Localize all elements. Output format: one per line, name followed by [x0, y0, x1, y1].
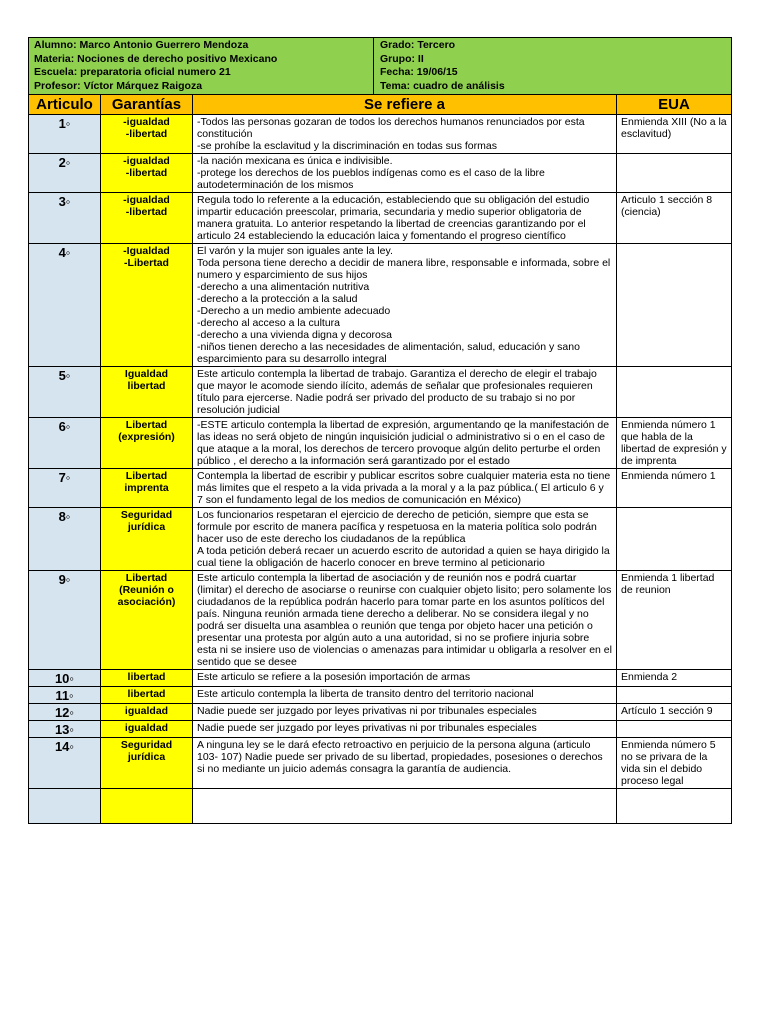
guarantee-cell	[101, 367, 193, 418]
article-number: 8◦	[29, 508, 101, 571]
description-cell	[193, 508, 617, 571]
empty-cell	[193, 789, 617, 824]
description-cell	[193, 154, 617, 193]
description-text: -derecho a una alimentación nutritiva	[197, 281, 370, 293]
article-number: 12◦	[29, 704, 101, 721]
eua-cell: Enmienda número 5 no se privara de la vida sin el debido proceso legal	[617, 738, 732, 789]
description-text: -derecho a una vivienda digna y decorosa	[197, 329, 392, 341]
analysis-table	[28, 37, 732, 824]
eua-cell: Enmienda 2	[617, 670, 732, 687]
description-text: Este articulo se refiere a la posesión importación de armas	[197, 671, 471, 683]
guarantee-cell	[101, 154, 193, 193]
eua-cell	[617, 154, 732, 193]
guarantee-cell	[101, 738, 193, 789]
guarantee-cell	[101, 721, 193, 738]
guarantee-cell	[101, 418, 193, 469]
table-row	[29, 738, 732, 789]
article-number: 5◦	[29, 367, 101, 418]
description-text: -derecho a la protección a la salud	[197, 293, 358, 305]
guarantee-text: -libertad	[125, 206, 168, 218]
grupo-label: Grupo: II	[380, 52, 424, 65]
table-row	[29, 571, 732, 670]
description-text: A ninguna ley se le dará efecto retroactivo en perjuicio de la persona alguna (articulo 103- 107) Nadie puede ser privado de su libertad, propiedades, posesiones o derechos si no mediante un juicio además consagra la garantía de audiencia.	[197, 739, 603, 775]
profesor-label: Profesor: Víctor Márquez Raigoza	[34, 79, 203, 92]
guarantee-cell	[101, 704, 193, 721]
eua-cell: Artículo 1 sección 9	[617, 704, 732, 721]
description-cell	[193, 367, 617, 418]
col-articulo: Articulo	[29, 95, 101, 115]
guarantee-cell	[101, 571, 193, 670]
description-cell	[193, 244, 617, 367]
eua-cell	[617, 367, 732, 418]
description-cell	[193, 571, 617, 670]
description-text: El varón y la mujer son iguales ante la ley.	[197, 245, 393, 257]
article-number: 14◦	[29, 738, 101, 789]
guarantee-text: -Libertad	[124, 257, 169, 269]
guarantee-text: Seguridad	[120, 509, 173, 521]
empty-row	[29, 789, 732, 824]
guarantee-cell	[101, 193, 193, 244]
guarantee-text: (Reunión o	[119, 584, 174, 596]
description-cell	[193, 418, 617, 469]
col-refiere: Se refiere a	[193, 95, 617, 115]
student-info	[29, 38, 732, 95]
table-row	[29, 721, 732, 738]
empty-cell	[101, 789, 193, 824]
guarantee-text: imprenta	[124, 482, 169, 494]
description-text: -derecho al acceso a la cultura	[197, 317, 340, 329]
description-cell	[193, 115, 617, 154]
description-text: Este articulo contempla la liberta de transito dentro del territorio nacional	[197, 688, 534, 700]
article-number: 4◦	[29, 244, 101, 367]
description-text: Los funcionarios respetaran el ejercicio de derecho de petición, siempre que esta se formule por escrito de manera pacífica y respetuosa en la materia política solo podrán hacer uso de este derecho los ciudadanos de la república	[197, 509, 597, 545]
empty-cell	[29, 789, 101, 824]
article-number: 7◦	[29, 469, 101, 508]
guarantee-cell	[101, 687, 193, 704]
guarantee-cell	[101, 244, 193, 367]
header-row	[29, 38, 732, 95]
description-text: Toda persona tiene derecho a decidir de manera libre, responsable e informada, sobre el numero y esparcimiento de sus hijos	[197, 257, 611, 281]
eua-cell: Enmienda 1 libertad de reunion	[617, 571, 732, 670]
guarantee-text: igualdad	[124, 705, 169, 717]
table-row	[29, 670, 732, 687]
description-text: -ESTE articulo contempla la libertad de expresión, argumentando qe la manifestación de las ideas no será objeto de ningún inquisición judicial o administrativo si o en el caso de que ataque a la moral, los derechos de tercero provoque algún delito perturbe el orden público , el derecho a la información será garantizado por el estado	[197, 419, 610, 467]
description-text: -Todos las personas gozaran de todos los derechos humanos renunciados por esta constitución	[197, 116, 585, 140]
empty-cell	[617, 789, 732, 824]
table-row	[29, 244, 732, 367]
guarantee-text: Libertad	[125, 470, 168, 482]
article-number: 9◦	[29, 571, 101, 670]
guarantee-text: Libertad	[125, 572, 168, 584]
table-row	[29, 687, 732, 704]
table-row	[29, 508, 732, 571]
eua-cell	[617, 508, 732, 571]
guarantee-text: Libertad	[125, 419, 168, 431]
grado-label: Grado: Tercero	[380, 39, 456, 51]
description-cell	[193, 670, 617, 687]
guarantee-text: -libertad	[125, 128, 168, 140]
article-number: 1◦	[29, 115, 101, 154]
description-cell	[193, 193, 617, 244]
course-info	[374, 38, 511, 94]
description-text: A toda petición deberá recaer un acuerdo escrito de autoridad a quien se haya dirigido la cual tiene la obligación de hacerlo conocer en breve termino al peticionario	[197, 545, 610, 569]
article-number: 11◦	[29, 687, 101, 704]
article-number: 10◦	[29, 670, 101, 687]
table-row	[29, 367, 732, 418]
guarantee-text: igualdad	[124, 722, 169, 734]
eua-cell	[617, 721, 732, 738]
description-cell	[193, 704, 617, 721]
guarantee-text: asociación)	[117, 596, 176, 608]
description-text: -la nación mexicana es única e indivisible.	[197, 155, 393, 167]
table-row	[29, 469, 732, 508]
eua-cell: Enmienda número 1	[617, 469, 732, 508]
article-number: 13◦	[29, 721, 101, 738]
fecha-label: Fecha: 19/06/15	[380, 66, 458, 78]
guarantee-text: jurídica	[127, 751, 166, 763]
guarantee-text: -libertad	[125, 167, 168, 179]
alumno-label: Alumno: Marco Antonio Guerrero Mendoza	[34, 39, 249, 51]
table-row	[29, 154, 732, 193]
description-text: -se prohíbe la esclavitud y la discriminación en todas sus formas	[197, 140, 497, 152]
description-cell	[193, 738, 617, 789]
col-eua: EUA	[617, 95, 732, 115]
description-text: Nadie puede ser juzgado por leyes privativas ni por tribunales especiales	[197, 722, 537, 734]
tema-label: Tema: cuadro de análisis	[380, 79, 505, 92]
table-row	[29, 418, 732, 469]
description-text: -protege los derechos de los pueblos indígenas como es el caso de la libre autodeterminación de los mismos	[197, 167, 545, 191]
materia-label: Materia: Nociones de derecho positivo Mexicano	[34, 52, 278, 65]
guarantee-text: -Igualdad	[123, 245, 170, 257]
description-cell	[193, 721, 617, 738]
guarantee-text: -igualdad	[123, 116, 170, 128]
column-header-row	[29, 95, 732, 115]
description-cell	[193, 687, 617, 704]
description-cell	[193, 469, 617, 508]
guarantee-text: (expresión)	[118, 431, 175, 443]
table-row	[29, 193, 732, 244]
table-row	[29, 115, 732, 154]
guarantee-cell	[101, 508, 193, 571]
guarantee-text: Igualdad	[124, 368, 169, 380]
eua-cell	[617, 687, 732, 704]
col-garantias: Garantías	[101, 95, 193, 115]
description-text: Este articulo contempla la libertad de trabajo. Garantiza el derecho de elegir el trabajo que mayor le acomode siendo ilícito, además de señalar que profesionales requieren título para ejercerse. Nadie podrá ser privado del producto de su trabajo si no por resolución judicial	[197, 368, 597, 416]
guarantee-text: libertad	[127, 688, 166, 700]
escuela-label: Escuela: preparatoria oficial numero 21	[34, 66, 231, 78]
eua-cell: Enmienda XIII (No a la esclavitud)	[617, 115, 732, 154]
description-text: Regula todo lo referente a la educación, estableciendo que su obligación del estudio impartir educación preescolar, primaria, secundaria y medio superior obligatoria de manera gratuita. Lo anterior respetando la libertad de creencias garantizando por el articulo 24 estableciendo la educación laica y fomentando el progreso científico	[197, 194, 590, 242]
article-number: 3◦	[29, 193, 101, 244]
description-text: -niños tienen derecho a las necesidades de alimentación, salud, educación y sano esparcimiento para su desarrollo integral	[197, 341, 580, 365]
description-text: Este articulo contempla la libertad de asociación y de reunión nos e podrá cuartar (limitar) el derecho de asociarse o reunirse con cualquier objeto lisito; pero solamente los ciudadanos de la república podrán hacerlo para tomar parte en los asuntos políticos del país. Ninguna reunión armada tiene derecho a deliberar. No se considera ilegal y no podrá ser disuelta una asamblea o reunión que tenga por objeto hacer una petición o presentar una protesta por algún auto a una autoridad, si no se profiere injuria sobre esta ni se insiere uso de violencias o amenazas para intimidar u obligarla a resolver en el sentido que se desee	[197, 572, 612, 668]
guarantee-text: jurídica	[127, 521, 166, 533]
guarantee-text: libertad	[127, 671, 166, 683]
eua-cell: Enmienda número 1 que habla de la libertad de expresión y de imprenta	[617, 418, 732, 469]
eua-cell	[617, 244, 732, 367]
guarantee-text: libertad	[127, 380, 166, 392]
article-number: 2◦	[29, 154, 101, 193]
guarantee-text: Seguridad	[120, 739, 173, 751]
guarantee-text: -igualdad	[123, 155, 170, 167]
eua-cell: Articulo 1 sección 8 (ciencia)	[617, 193, 732, 244]
guarantee-cell	[101, 670, 193, 687]
description-text: -Derecho a un medio ambiente adecuado	[197, 305, 391, 317]
table-row	[29, 704, 732, 721]
description-text: Contempla la libertad de escribir y publicar escritos sobre cualquier materia esta no tiene más limites que el respeto a la vida privada a la moral y a la paz pública.( El articulo 6 y 7 son el fundamento legal de los medios de comunicación en México)	[197, 470, 611, 506]
description-text: Nadie puede ser juzgado por leyes privativas ni por tribunales especiales	[197, 705, 537, 717]
guarantee-text: -igualdad	[123, 194, 170, 206]
guarantee-cell	[101, 469, 193, 508]
article-number: 6◦	[29, 418, 101, 469]
guarantee-cell	[101, 115, 193, 154]
